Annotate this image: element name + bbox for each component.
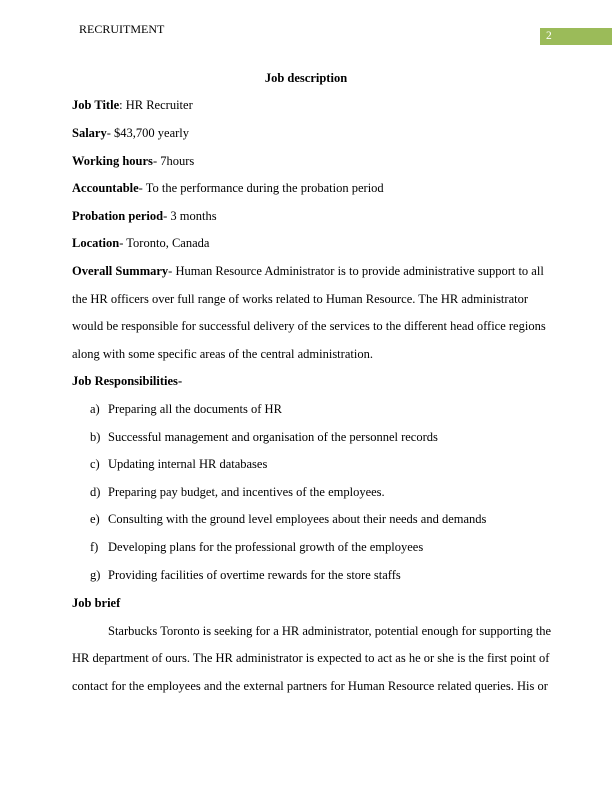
summary-line: the HR officers over full range of works related to Human Resource. The HR administrator bbox=[72, 292, 529, 306]
field-value: HR Recruiter bbox=[125, 98, 193, 112]
brief-heading: Job brief bbox=[72, 596, 121, 610]
summary-line: would be responsible for successful delivery of the services to the different head office regions bbox=[72, 319, 546, 333]
page-number: 2 bbox=[540, 28, 612, 45]
running-head: RECRUITMENT bbox=[79, 22, 165, 36]
list-item bbox=[90, 430, 438, 445]
field-location bbox=[72, 236, 209, 251]
field-label: Probation period bbox=[72, 209, 164, 223]
list-item bbox=[90, 402, 282, 417]
list-item bbox=[90, 485, 385, 500]
list-text: Developing plans for the professional growth of the employees bbox=[108, 540, 424, 554]
field-separator: - bbox=[106, 126, 115, 140]
field-probation-period bbox=[72, 209, 217, 224]
list-marker: c) bbox=[90, 457, 100, 471]
list-text: Preparing all the documents of HR bbox=[108, 402, 282, 416]
field-value: $43,700 yearly bbox=[114, 126, 190, 140]
list-text: Updating internal HR databases bbox=[108, 457, 268, 471]
field-label: Job Title bbox=[72, 98, 120, 112]
list-item bbox=[90, 457, 267, 472]
list-text: Preparing pay budget, and incentives of the employees. bbox=[108, 485, 385, 499]
list-marker: d) bbox=[90, 485, 101, 499]
field-salary bbox=[72, 126, 189, 141]
brief-line: contact for the employees and the external partners for Human Resource related queries. His or bbox=[72, 679, 548, 693]
field-separator: - bbox=[119, 236, 127, 250]
field-value: 7hours bbox=[160, 154, 195, 168]
field-working-hours bbox=[72, 154, 194, 169]
field-separator: - bbox=[152, 154, 161, 168]
field-label: Accountable bbox=[72, 181, 139, 195]
summary-line bbox=[72, 264, 544, 279]
field-value: 3 months bbox=[170, 209, 217, 223]
field-separator: - bbox=[163, 209, 171, 223]
field-job-title bbox=[72, 98, 193, 113]
list-item bbox=[90, 540, 423, 555]
list-marker: e) bbox=[90, 512, 100, 526]
list-text: Successful management and organisation of the personnel records bbox=[108, 430, 438, 444]
brief-line: HR department of ours. The HR administrator is expected to act as he or she is the first point of bbox=[72, 651, 550, 665]
field-value: Toronto, Canada bbox=[126, 236, 210, 250]
summary-text: - Human Resource Administrator is to provide administrative support to all bbox=[168, 264, 544, 278]
field-separator: - bbox=[138, 181, 146, 195]
responsibilities-heading-label: Job Responsibilities bbox=[72, 374, 178, 388]
list-marker: b) bbox=[90, 430, 101, 444]
list-marker: a) bbox=[90, 402, 100, 416]
field-separator: : bbox=[119, 98, 126, 112]
summary-line: along with some specific areas of the central administration. bbox=[72, 347, 373, 361]
summary-label: Overall Summary bbox=[72, 264, 169, 278]
list-marker: g) bbox=[90, 568, 101, 582]
field-label: Location bbox=[72, 236, 120, 250]
list-text: Providing facilities of overtime rewards for the store staffs bbox=[108, 568, 401, 582]
field-accountable bbox=[72, 181, 384, 196]
field-value: To the performance during the probation period bbox=[145, 181, 384, 195]
field-label: Salary bbox=[72, 126, 107, 140]
brief-line: Starbucks Toronto is seeking for a HR administrator, potential enough for supporting the bbox=[108, 624, 552, 638]
document-title: Job description bbox=[264, 71, 348, 85]
field-label: Working hours bbox=[72, 154, 153, 168]
list-item bbox=[90, 568, 401, 583]
responsibilities-heading bbox=[72, 374, 182, 389]
list-marker: f) bbox=[90, 540, 99, 554]
list-text: Consulting with the ground level employees about their needs and demands bbox=[108, 512, 487, 526]
responsibilities-heading-suffix: - bbox=[177, 374, 183, 388]
list-item bbox=[90, 512, 486, 527]
